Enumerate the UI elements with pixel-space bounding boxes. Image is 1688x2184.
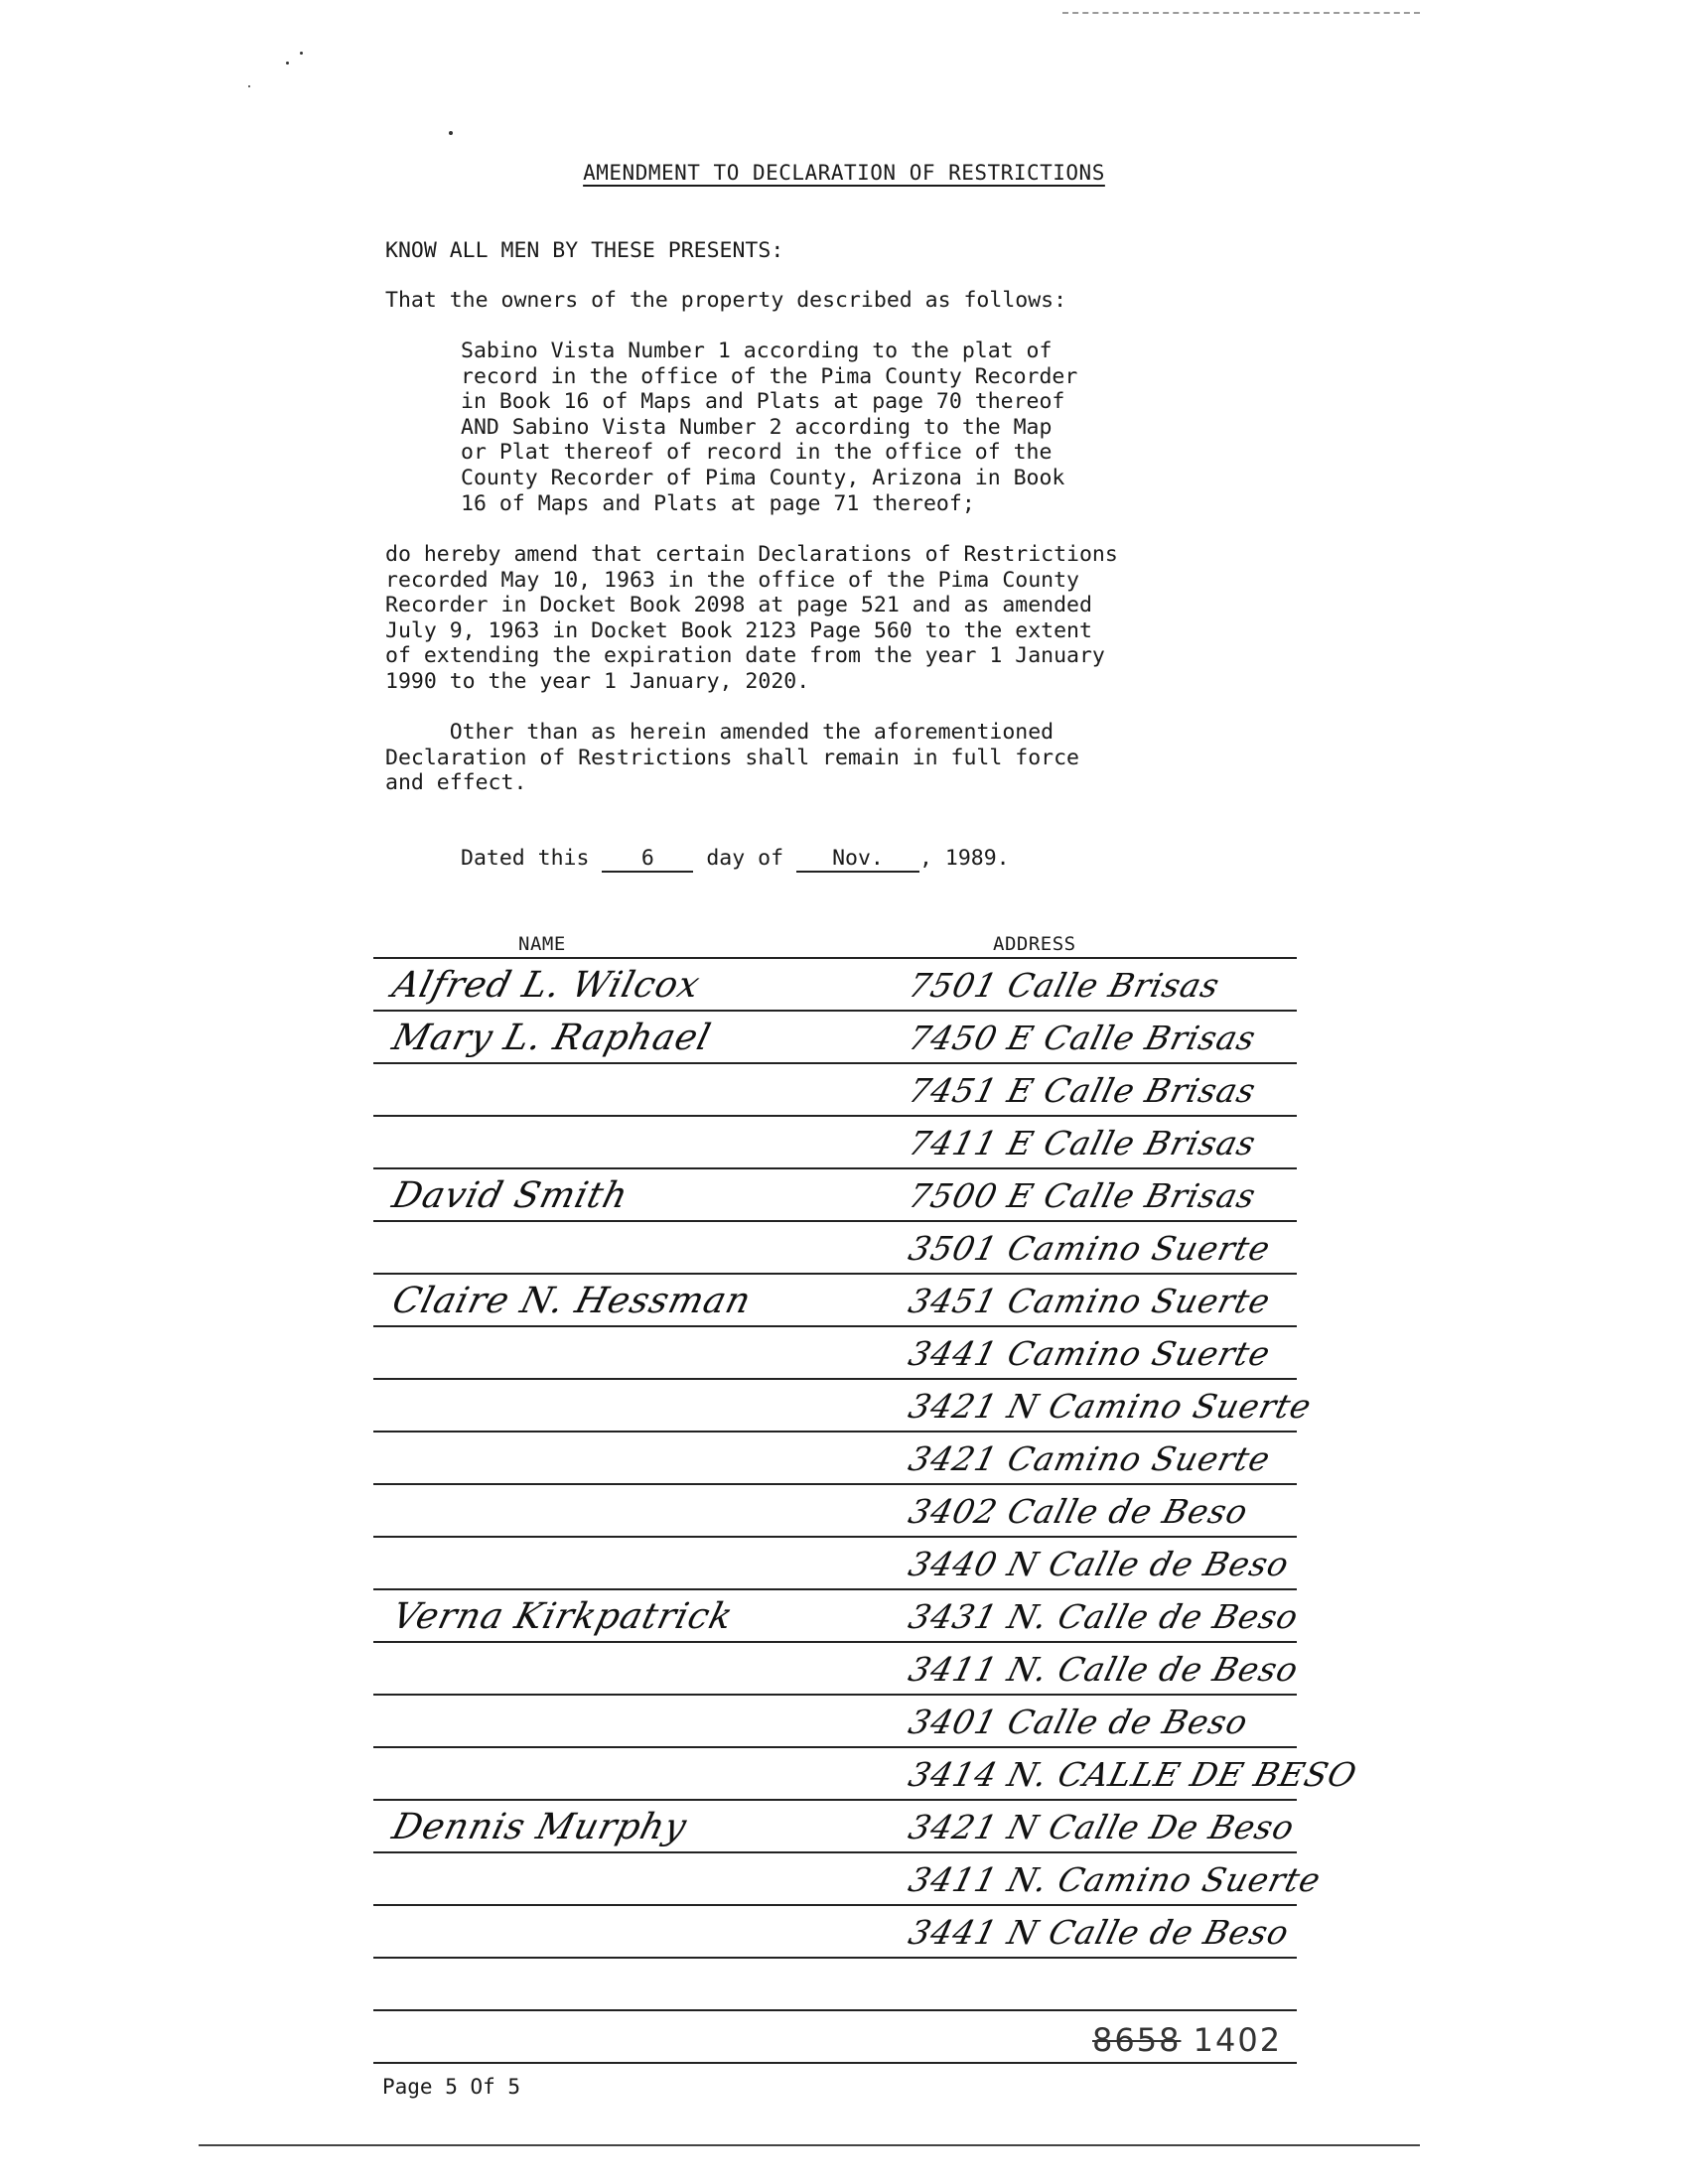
scan-bottom-edge [199,2144,1420,2146]
signature-row [373,1062,1297,1115]
scan-speck [248,85,250,87]
signer-address: 3414 N. CALLE DE BESO [905,1755,1361,1794]
signer-address: 7501 Calle Brisas [905,966,1224,1005]
signature-row [373,1325,1297,1378]
signature-row [373,1273,1297,1325]
signer-address: 3421 N Calle De Beso [905,1808,1299,1846]
signature-row [373,1536,1297,1588]
signature-row [373,1641,1303,1694]
scan-speck [449,131,453,135]
signature-row [373,1851,1326,1904]
signer-address: 3440 N Calle de Beso [905,1545,1294,1583]
document-title: AMENDMENT TO DECLARATION OF RESTRICTIONS [583,161,1105,185]
intro-text: That the owners of the property described as follows: [385,288,1067,313]
docket-stamp [1092,2021,1282,2059]
signature-row [373,1799,1297,1851]
signer-address: 3441 Camino Suerte [905,1334,1275,1373]
signature-row [373,1483,1297,1536]
name-column-header: NAME [518,933,566,955]
signer-address: 7411 E Calle Brisas [905,1124,1261,1162]
signer-address: 3431 N. Calle de Beso [905,1597,1303,1636]
signer-address: 7451 E Calle Brisas [905,1071,1261,1110]
property-description: Sabino Vista Number 1 according to the plat of record in the office of the Pima County Recorder in Book 16 of Maps and Plats at page 70 thereof AND Sabino Vista Number 2 according to the Map or Plat thereof of record in the office of the County Recorder of Pima County, Arizona in Book 16 of Maps and Plats at page 71 thereof; [461,339,1078,516]
signer-address: 3411 N. Camino Suerte [905,1860,1326,1899]
signer-name: Claire N. Hessman [388,1281,756,1321]
signature-row [373,1904,1297,1957]
dated-prefix: Dated this [461,846,590,871]
signer-name: Alfred L. Wilcox [388,965,705,1006]
signature-row [373,1378,1317,1431]
dated-day: 6 [602,847,693,873]
signer-name: David Smith [388,1175,633,1216]
signature-row [373,1588,1303,1641]
scan-speck [300,52,303,55]
signer-name: Verna Kirkpatrick [388,1596,738,1637]
signer-address: 3451 Camino Suerte [905,1282,1275,1320]
page-footer: Page 5 Of 5 [382,2075,521,2099]
signer-name: Mary L. Raphael [388,1018,716,1058]
dated-middle: day of [706,846,784,871]
signature-row [373,1957,1297,2009]
scan-artifact-line [1062,12,1420,14]
dated-line [461,846,1010,873]
signature-row [373,1694,1297,1746]
signature-table [373,957,1361,2064]
signer-address: 3421 N Camino Suerte [905,1387,1317,1426]
dated-suffix: , 1989. [918,846,1010,871]
signer-address: 3441 N Calle de Beso [905,1913,1294,1952]
docket-stamp-struck: 8658 [1092,2021,1182,2059]
signature-row [373,1220,1297,1273]
signature-row [373,1746,1361,1799]
signer-address: 7450 E Calle Brisas [905,1019,1261,1057]
salutation: KNOW ALL MEN BY THESE PRESENTS: [385,238,784,263]
address-column-header: ADDRESS [993,933,1076,955]
signature-row [373,1115,1297,1167]
scan-speck [286,62,289,65]
signer-name: Dennis Murphy [388,1807,692,1847]
signer-address: 3421 Camino Suerte [905,1439,1275,1478]
signature-row [373,1010,1297,1062]
signer-address: 3411 N. Calle de Beso [905,1650,1303,1689]
signer-address: 3402 Calle de Beso [905,1492,1253,1531]
dated-month: Nov. [796,847,919,873]
signature-row [373,957,1297,1010]
signer-address: 3401 Calle de Beso [905,1703,1253,1741]
amendment-text: do hereby amend that certain Declarations of Restrictions recorded May 10, 1963 in the office of the Pima County Recorder in Docket Book 2098 at page 521 and as amended July 9, 1963 in Docket Book 2123 Page 560 to the extent of extending the expiration date from the year 1 January 1990 to the year 1 January, 2020. [385,542,1118,694]
continuation-text: Other than as herein amended the aforementioned Declaration of Restrictions shall remain in full force and effect. [385,720,1079,796]
docket-stamp-number: 1402 [1193,2021,1283,2059]
signature-row [373,1167,1297,1220]
signer-address: 3501 Camino Suerte [905,1229,1275,1268]
signature-row [373,1431,1297,1483]
signer-address: 7500 E Calle Brisas [905,1176,1261,1215]
